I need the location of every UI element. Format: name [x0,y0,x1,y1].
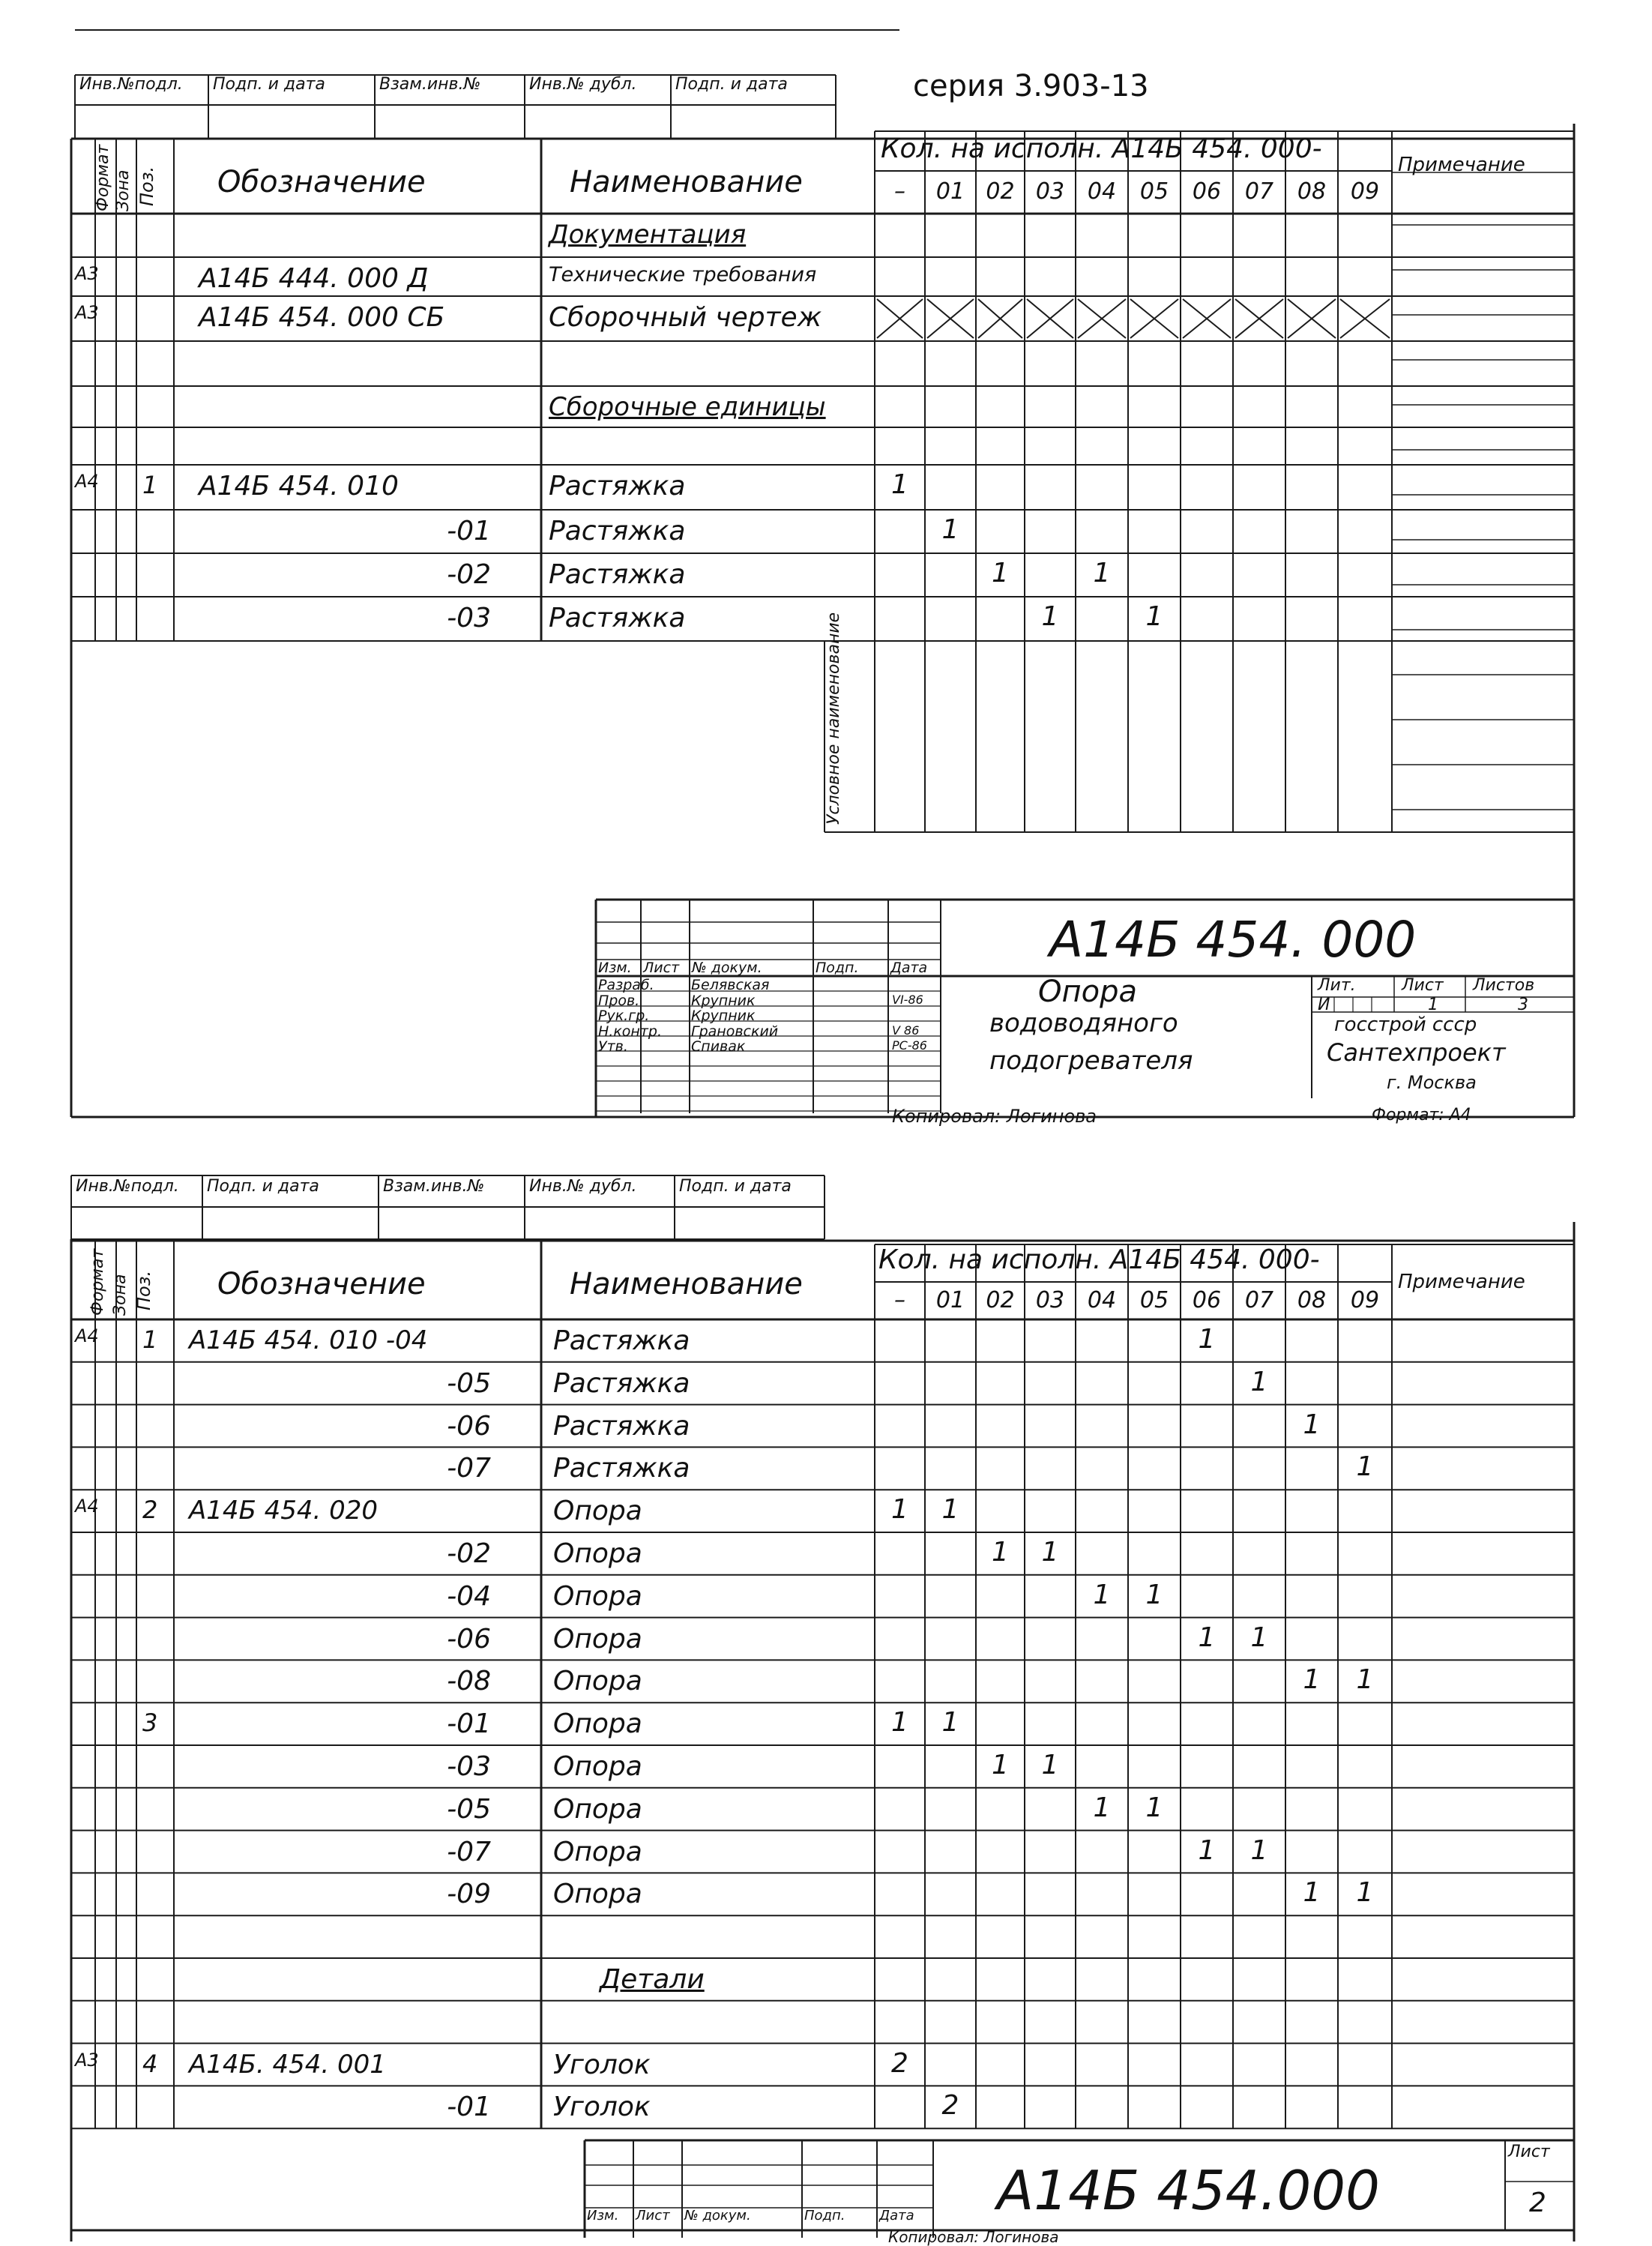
doc-title: водоводяного [989,1008,1178,1038]
qty-value: 2 [941,2090,959,2122]
pos-header: Поз. [136,166,157,206]
row-designation: -07 [447,1453,491,1484]
row-name: Технические требования [549,263,817,286]
stamp-label: Подп. и дата [207,1177,319,1196]
qty-value: 2 [891,2047,908,2079]
row-pos: 2 [142,1496,158,1525]
role-date: VI-86 [892,992,923,1007]
exec-header: 04 [1087,178,1117,205]
exec-header: 09 [1350,178,1380,205]
title-block-col: Изм. [598,960,632,976]
row-name: Опора [553,1666,642,1697]
stamp-label: Инв.№подл. [76,1177,179,1196]
designation-header: Обозначение [217,1267,426,1301]
sheets-label: Листов [1473,976,1535,995]
row-designation: А14Б. 454. 001 [189,2049,386,2080]
zone-header: Зона [114,169,133,211]
org-line: госстрой ссср [1334,1014,1477,1036]
qty-value: 1 [1198,1622,1216,1653]
row-name: Растяжка [549,471,686,502]
row-designation: А14Б 444. 000 Д [199,263,429,294]
row-name: Сборочные единицы [549,392,826,422]
qty-value: 1 [1093,558,1111,588]
zone-header: Зона [111,1274,130,1316]
qty-value: 1 [1041,601,1059,632]
row-pos: 3 [142,1708,158,1738]
qty-header: Кол. на исполн. А14Б 454. 000- [878,1244,1320,1275]
stamp-label: Подп. и дата [679,1177,792,1196]
row-name: Опора [553,1836,642,1867]
sheet-value: 1 [1428,996,1438,1014]
exec-header: 08 [1297,1287,1327,1313]
qty-value: 1 [1145,1579,1163,1610]
exec-header: 02 [986,178,1015,205]
role-person: Спивак [691,1038,746,1055]
row-name: Опора [553,1751,642,1782]
footer-col: № докум. [684,2208,751,2224]
pos-header: Поз. [133,1270,154,1310]
format-header: Формат [88,1248,107,1316]
qty-value: 1 [1250,1834,1268,1866]
row-format: А4 [75,1496,99,1517]
qty-value: 1 [992,1537,1009,1568]
footer-col: Подп. [804,2208,845,2224]
exec-header: 06 [1192,1287,1222,1313]
title-block-col: Лист [643,960,680,976]
name-header: Наименование [570,165,803,199]
row-designation: -01 [447,1708,491,1740]
row-format: А4 [75,1325,99,1346]
row-name: Сборочный чертеж [549,302,822,333]
row-name: Растяжка [553,1453,690,1484]
row-name: Растяжка [553,1367,690,1399]
stamp-label: Взам.инв.№ [379,75,481,94]
qty-value: 1 [1303,1664,1321,1696]
doc-title: Опора [1038,975,1138,1009]
exec-header: 04 [1087,1287,1117,1313]
exec-header: 01 [935,178,965,205]
row-name: Опора [553,1793,642,1825]
qty-value: 1 [1145,1792,1163,1823]
row-designation: -03 [447,603,491,633]
exec-header: 07 [1244,178,1274,205]
stamp-label: Подп. и дата [675,75,788,94]
stamp-label: Взам.инв.№ [383,1177,485,1196]
qty-value: 1 [891,1494,908,1526]
role-label: Пров. [598,992,640,1009]
sheet-value: 2 [1529,2188,1546,2218]
row-format: А3 [75,2049,99,2071]
copied-by: Копировал: Логинова [892,1106,1097,1127]
qty-value: 1 [1250,1622,1268,1653]
row-name: Растяжка [553,1325,690,1356]
sheets-value: 3 [1518,996,1528,1014]
qty-value: 1 [1093,1792,1111,1823]
org-name: Сантехпроект [1327,1038,1506,1067]
title-block-col: Подп. [816,960,859,976]
exec-header: – [894,178,905,205]
exec-header: 03 [1035,1287,1065,1313]
row-designation: -03 [447,1751,491,1782]
qty-header: Кол. на исполн. А14Б 454. 000- [881,133,1322,164]
row-name: Опора [553,1879,642,1910]
row-designation: А14Б 454. 000 СБ [199,302,445,333]
exec-header: 02 [986,1287,1015,1313]
qty-value: 1 [992,558,1009,588]
qty-value: 1 [1198,1834,1216,1866]
row-name: Растяжка [553,1410,690,1442]
qty-value: 1 [1250,1366,1268,1397]
qty-value: 1 [941,1494,959,1526]
role-person: Крупник [691,992,756,1009]
row-pos: 1 [142,1325,158,1354]
row-name: Растяжка [549,559,686,590]
row-designation: -02 [447,1538,491,1569]
designation-header: Обозначение [217,165,426,199]
row-name: Уголок [553,2049,651,2080]
qty-value: 1 [1041,1750,1059,1780]
row-designation: А14Б 454. 010 -04 [189,1325,428,1355]
row-designation: -04 [447,1580,491,1612]
qty-value: 1 [992,1750,1009,1780]
name-header: Наименование [570,1267,803,1301]
role-label: Утв. [598,1038,628,1055]
stamp-label: Инв.№ дубл. [529,75,637,94]
row-designation: -07 [447,1836,491,1867]
qty-value: 1 [1198,1324,1216,1355]
row-designation: -05 [447,1793,491,1825]
doc-number: А14Б 454. 000 [1049,911,1417,969]
doc-title: подогревателя [989,1046,1193,1076]
role-label: Н.контр. [598,1023,663,1040]
row-format: А4 [75,471,99,492]
role-person: Грановский [691,1023,779,1040]
row-pos: 4 [142,2049,158,2078]
qty-value: 1 [1356,1451,1374,1483]
title-block-col: Дата [890,960,928,976]
qty-value: 1 [941,514,959,545]
series-label: серия 3.903-13 [913,69,1149,103]
row-designation: -01 [447,2092,491,2123]
row-name: Растяжка [549,603,686,633]
row-designation: -08 [447,1666,491,1697]
note-header: Примечание [1398,1271,1525,1293]
conditional-name-label: Условное наименование [825,612,843,825]
row-name: Уголок [553,2092,651,2123]
role-person: Белявская [691,977,770,993]
format-note: Формат: А4 [1372,1106,1471,1124]
exec-header: 01 [935,1287,965,1313]
qty-value: 1 [1145,601,1163,632]
stamp-label: Подп. и дата [213,75,325,94]
row-pos: 1 [142,471,158,499]
row-name: Растяжка [549,516,686,547]
row-format: А3 [75,263,99,284]
exec-header: 07 [1244,1287,1274,1313]
row-name: Опора [553,1623,642,1655]
footer-col: Изм. [587,2208,619,2224]
footer-col: Лист [636,2208,670,2224]
row-format: А3 [75,302,99,323]
title-block-col: № докум. [692,960,762,976]
exec-header: 06 [1192,178,1222,205]
note-header: Примечание [1398,154,1525,176]
copied-by: Копировал: Логинова [888,2228,1059,2246]
qty-value: 1 [891,469,908,500]
row-designation: -06 [447,1410,491,1442]
row-name: Детали [600,1964,705,1995]
exec-header: 09 [1350,1287,1380,1313]
role-date: РС-86 [892,1038,927,1053]
row-name: Опора [553,1708,642,1740]
qty-value: 1 [1093,1579,1111,1610]
exec-header: 03 [1035,178,1065,205]
row-designation: А14Б 454. 010 [199,471,399,502]
qty-value: 1 [1303,1877,1321,1909]
qty-value: 1 [1303,1409,1321,1440]
footer-col: Дата [879,2208,914,2224]
role-person: Крупник [691,1008,756,1024]
role-date: V 86 [892,1023,920,1038]
qty-value: 1 [1356,1877,1374,1909]
qty-value: 1 [941,1707,959,1738]
sheet-label: Лист [1508,2143,1550,2161]
row-designation: -02 [447,559,491,590]
row-designation: -09 [447,1879,491,1910]
exec-header: 05 [1139,178,1169,205]
row-designation: -01 [447,516,491,547]
sheet-label: Лист [1402,976,1444,995]
row-name: Опора [553,1496,642,1527]
lit-label: Лит. [1318,976,1356,995]
lit-value: И [1318,996,1330,1014]
org-city: г. Москва [1387,1072,1477,1093]
qty-value: 1 [891,1707,908,1738]
row-designation: -05 [447,1367,491,1399]
stamp-label: Инв.№подл. [79,75,183,94]
stamp-label: Инв.№ дубл. [529,1177,637,1196]
row-designation: -06 [447,1623,491,1655]
format-header: Формат [94,144,112,211]
exec-header: 05 [1139,1287,1169,1313]
qty-value: 1 [1041,1537,1059,1568]
exec-header: – [894,1287,905,1313]
qty-value: 1 [1356,1664,1374,1696]
row-designation: А14Б 454. 020 [189,1496,379,1526]
role-label: Рук.гр. [598,1008,650,1024]
row-name: Опора [553,1538,642,1569]
row-name: Опора [553,1580,642,1612]
doc-number: А14Б 454.000 [997,2159,1380,2222]
row-name: Документация [549,220,747,250]
role-label: Разраб. [598,977,654,993]
exec-header: 08 [1297,178,1327,205]
